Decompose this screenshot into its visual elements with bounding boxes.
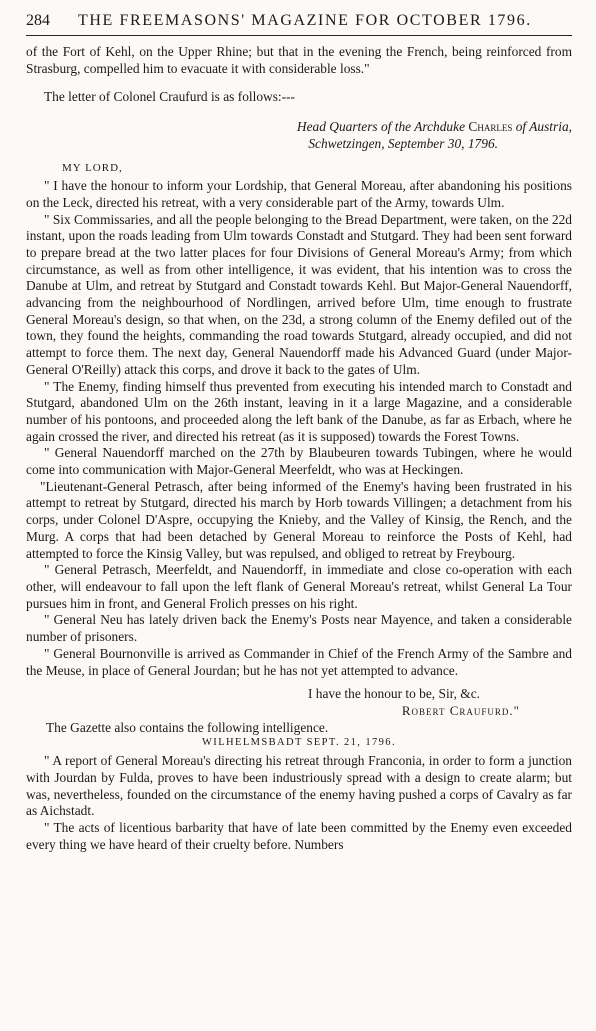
letter-signoff: I have the honour to be, Sir, &c. xyxy=(307,686,480,702)
dateline-line-1 xyxy=(26,118,572,135)
letter-paragraph: " General Nauendorff marched on the 27th by Blaubeuren towards Tubingen, where he would come into communication with Major-General Meerfeldt, who was at Heckingen. xyxy=(26,445,572,478)
dateline-prefix: Head Quarters of the Archduke xyxy=(296,119,466,135)
letter-paragraph: " Six Commissaries, and all the people belonging to the Bread Department, were taken, on the 22d instant, upon the roads leading from Ulm towards Constadt and Stutgard. They had been sent forward to prepare bread at the two latter places for four Divisions of General Moreau's Army; from which circumstance, as well as from other intelligence, it was evident, that his intention was to cross the Danube at Ulm, and retreat by Stutgard and Constadt towards Kehl. But Major-General Nauendorff, advancing from the neighbourhood of Nordlingen, arrived before Ulm, time enough to frustrate General Moreau's design, so that when, on the 23d, a strong column of the Enemy defiled out of the town, they found the heights, commanding the road towards Stutgard, already occupied, and did not attempt to force them. The next day, General Nauendorff made his Advanced Guard (under Major-General O'Reilly) attack this corps, and drove it back to the gates of Ulm. xyxy=(26,211,572,377)
letter-paragraph: " General Petrasch, Meerfeldt, and Nauendorff, in immediate and close co-operation with each other, will endeavour to fall upon the left flank of General Moreau's retreat, whilst General La Tour pursues him in front, and General Frolich presses on his right. xyxy=(26,562,572,611)
letter-paragraph: " I have the honour to inform your Lordship, that General Moreau, after abandoning his positions on the Leck, directed his retreat, with a very considerable part of the Army, towards Ulm. xyxy=(26,178,572,210)
gazette-paragraph: " The acts of licentious barbarity that have of late been committed by the Enemy even exceeded every thing we have heard of their cruelty before. Numbers xyxy=(26,820,572,852)
letter-intro: The letter of Colonel Craufurd is as follows:--- xyxy=(44,89,296,105)
gazette-paragraph: " A report of General Moreau's directing his retreat through Franconia, in order to form a junction with Jourdan by Fulda, proves to have been industriously spread with a design to create alarm; but was, nevertheless, founded on the circumstance of the enemy having pushed a corps of Cavalry as far as Aichstadt. xyxy=(26,753,572,819)
gazette-note: The Gazette also contains the following intelligence. xyxy=(46,720,329,736)
page-number: 284 xyxy=(26,12,50,29)
article-body xyxy=(26,44,572,853)
letter-paragraph: " General Neu has lately driven back the Enemy's Posts near Mayence, and taken a considerable number of prisoners. xyxy=(26,612,572,645)
dateline-suffix: of Austria, xyxy=(515,119,572,135)
gazette-dateline: WILHELMSBADT SEPT. 21, 1796. xyxy=(202,737,396,749)
dateline-line-2: Schwetzingen, September 30, 1796. xyxy=(308,136,498,152)
dateline-name: Charles xyxy=(468,119,513,135)
opening-paragraph: of the Fort of Kehl, on the Upper Rhine; but that in the evening the French, being reinforced from Strasburg, compelled him to evacuate it with considerable loss." xyxy=(26,44,572,76)
letter-paragraph: " General Bournonville is arrived as Commander in Chief of the French Army of the Sambre and the Meuse, in place of General Jourdan; but he has not yet attempted to advance. xyxy=(26,645,572,678)
letter-signature: Robert Craufurd." xyxy=(401,703,520,719)
letter-paragraph: "Lieutenant-General Petrasch, after being informed of the Enemy's having been frustrated in his attempt to retreat by Stutgard, directed his march by Horb towards Villingen; a detachment from his corps, under Colonel D'Aspre, occupying the Knieby, and the Valley of Kinsig, the Rench, and the Murg. A corps that had been detached by General Moreau to reinforce the Posts of Kehl, had attempted to force the Kinsig Valley, but was repulsed, and obliged to retreat by Freybourg. xyxy=(26,478,572,561)
letter-dateline xyxy=(26,118,572,152)
salutation: MY LORD, xyxy=(62,162,123,175)
letter-paragraph: " The Enemy, finding himself thus prevented from executing his intended march to Constadt and Stutgard, abandoned Ulm on the 26th instant, leaving in it a large Magazine, and a considerable number of his pontoons, and proceeded along the left bank of the Danube, as far as Erbach, where he again crossed the river, and directed his retreat (as it is supposed) towards the Forest Towns. xyxy=(26,378,572,444)
running-head xyxy=(26,12,572,36)
magazine-title: THE FREEMASONS' MAGAZINE FOR OCTOBER 1796. xyxy=(78,12,532,29)
